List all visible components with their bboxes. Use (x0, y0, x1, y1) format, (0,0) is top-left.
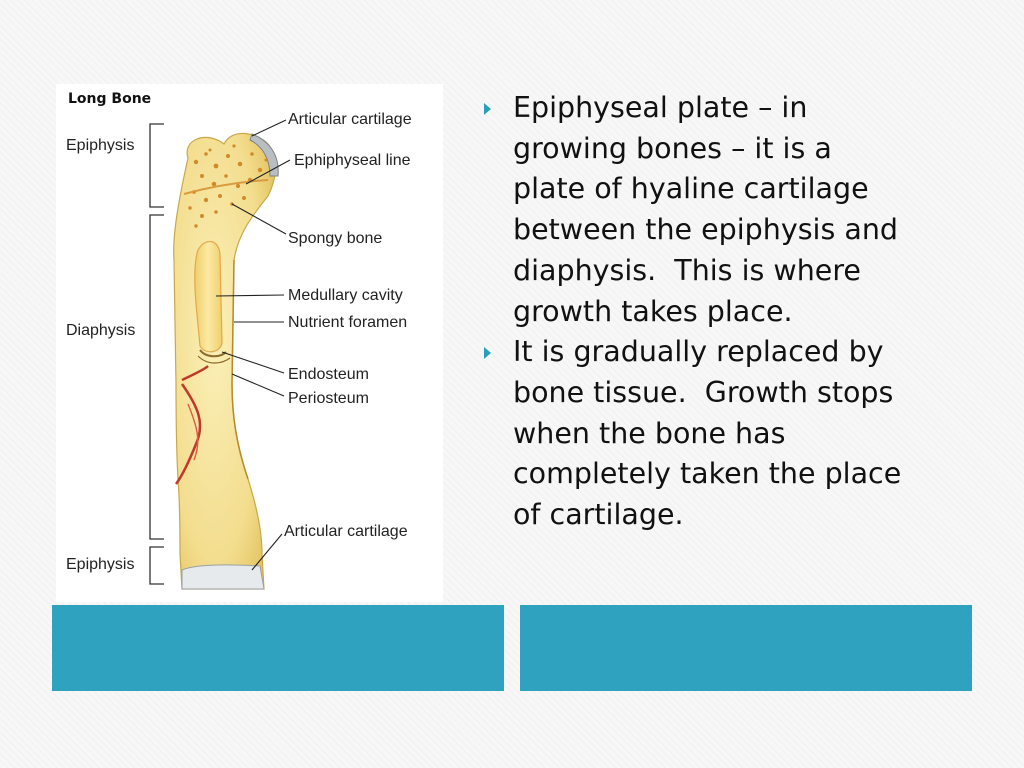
bullet-text: Epiphyseal plate – in growing bones – it is a plate of hyaline cartilage between the epiphysis and diaphysis. This is where growth takes place. (513, 91, 898, 328)
label-epiphyseal-line: Ephiphyseal line (294, 152, 411, 169)
region-epiphysis-bottom: Epiphysis (66, 556, 135, 573)
articular-cartilage-bottom-shape (182, 565, 264, 589)
label-periosteum: Periosteum (288, 390, 369, 407)
bracket-epiphysis-top (150, 124, 164, 207)
region-diaphysis: Diaphysis (66, 322, 136, 339)
label-articular-cartilage-top: Articular cartilage (288, 111, 412, 128)
region-brackets (150, 124, 164, 584)
medullary-cavity-shape (195, 241, 222, 351)
bullet-arrow-icon (484, 103, 491, 115)
label-spongy-bone: Spongy bone (288, 230, 383, 247)
label-articular-cartilage-bottom: Articular cartilage (284, 523, 408, 540)
bullet-arrow-icon (484, 347, 491, 359)
bracket-diaphysis (150, 215, 164, 539)
bullet-list (482, 88, 982, 536)
long-bone-diagram (56, 84, 443, 602)
label-nutrient-foramen: Nutrient foramen (288, 314, 408, 331)
bracket-epiphysis-bottom (150, 547, 164, 584)
bullet-item (482, 332, 982, 536)
label-medullary-cavity: Medullary cavity (288, 287, 403, 304)
bullet-text: It is gradually replaced by bone tissue. Growth stops when the bone has completely taken the place of cartilage. (513, 335, 902, 532)
label-endosteum: Endosteum (288, 366, 369, 383)
footer-bar-right (520, 605, 972, 691)
region-epiphysis-top: Epiphysis (66, 137, 135, 154)
long-bone-illustration (56, 84, 443, 602)
diagram-title: Long Bone (68, 91, 152, 107)
bullet-item (482, 88, 982, 332)
footer-bar-left (52, 605, 504, 691)
